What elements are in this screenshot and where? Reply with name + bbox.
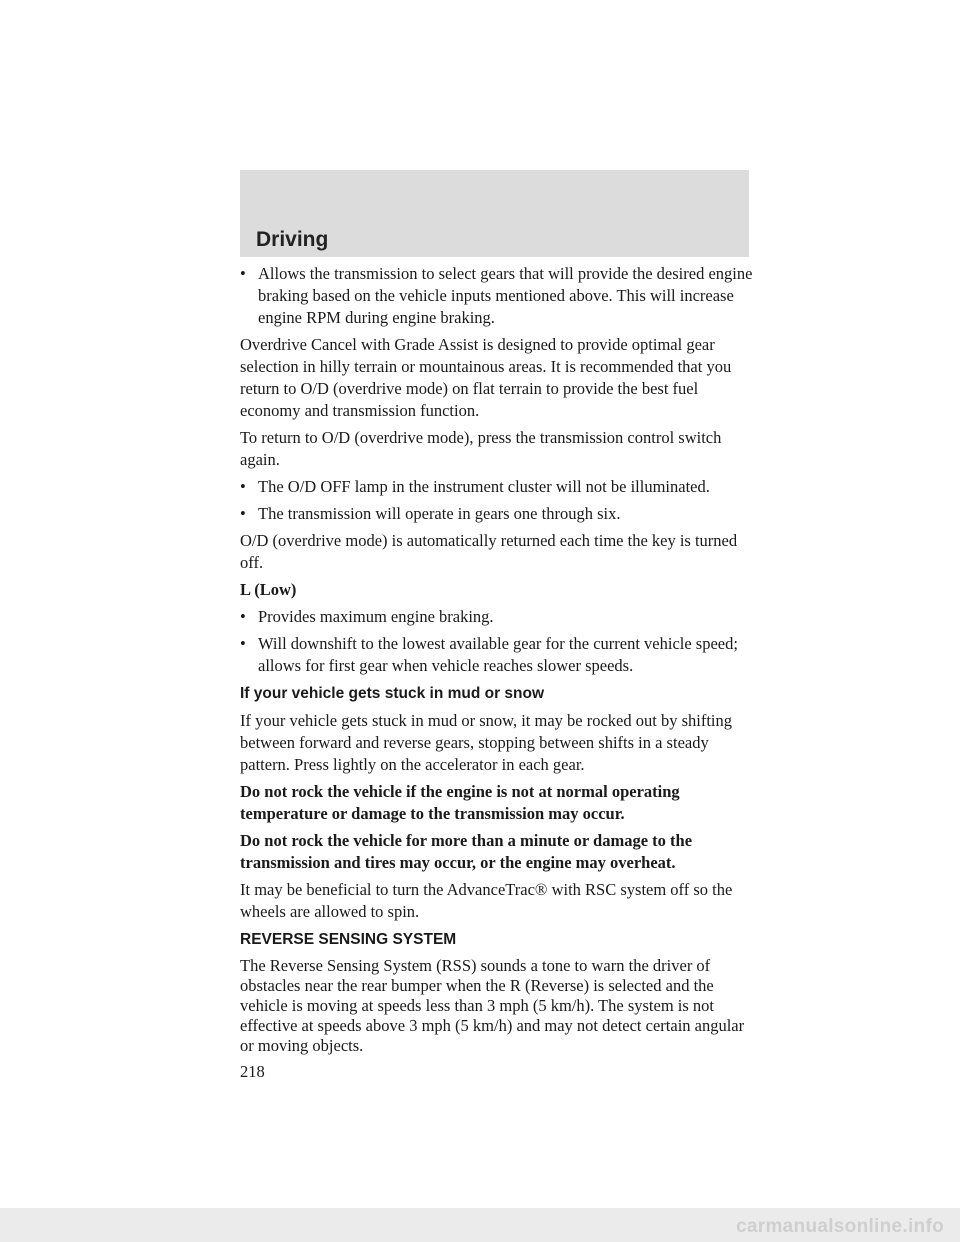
warning-text: Do not rock the vehicle if the engine is not at normal operating temperature or damage to the transmission may occur.: [240, 782, 680, 823]
bullet-item: [240, 476, 760, 498]
paragraph: Overdrive Cancel with Grade Assist is designed to provide optimal gear selection in hilly terrain or mountainous areas. It is recommended that you return to O/D (overdrive mode) on flat terrain to provide the best fuel economy and transmission function.: [240, 335, 732, 420]
stuck-heading: If your vehicle gets stuck in mud or snow: [240, 685, 545, 702]
low-heading: L (Low): [240, 580, 297, 599]
watermark-text: carmanualsonline.info: [736, 1216, 944, 1237]
paragraph: It may be beneficial to turn the AdvanceTrac® with RSC system off so the wheels are allowed to spin.: [240, 880, 733, 921]
bullet-item: [240, 263, 760, 329]
bullet-icon: •: [240, 477, 246, 496]
bullet-icon: •: [240, 634, 246, 653]
page-content: [240, 263, 760, 1083]
bullet-item: [240, 606, 760, 628]
page-number: 218: [240, 1062, 265, 1081]
paragraph: The Reverse Sensing System (RSS) sounds a tone to warn the driver of obstacles near the rear bumper when the R (Reverse) is selected and the vehicle is moving at speeds less than 3 mph (5 km/h). The system is not effective at speeds above 3 mph (5 km/h) and may not detect certain angular or moving objects.: [240, 956, 745, 1055]
warning-text: Do not rock the vehicle for more than a minute or damage to the transmission and tires may occur, or the engine may overheat.: [240, 831, 693, 872]
bullet-text: Provides maximum engine braking.: [258, 607, 494, 626]
bullet-icon: •: [240, 504, 246, 523]
rss-heading: REVERSE SENSING SYSTEM: [240, 931, 457, 948]
bullet-item: [240, 503, 760, 525]
bullet-text: Allows the transmission to select gears that will provide the desired engine braking based on the vehicle inputs mentioned above. This will increase engine RPM during engine braking.: [258, 264, 753, 327]
footer-watermark: [0, 1208, 960, 1242]
paragraph: If your vehicle gets stuck in mud or snow, it may be rocked out by shifting between forward and reverse gears, stopping between shifts in a steady pattern. Press lightly on the accelerator in each gear.: [240, 711, 733, 774]
bullet-text: The O/D OFF lamp in the instrument cluster will not be illuminated.: [258, 477, 710, 496]
bullet-icon: •: [240, 607, 246, 626]
bullet-item: [240, 633, 760, 677]
paragraph: O/D (overdrive mode) is automatically returned each time the key is turned off.: [240, 531, 738, 572]
bullet-icon: •: [240, 264, 246, 283]
section-title: Driving: [256, 228, 329, 251]
bullet-text: The transmission will operate in gears one through six.: [258, 504, 621, 523]
paragraph: To return to O/D (overdrive mode), press the transmission control switch again.: [240, 428, 722, 469]
bullet-text: Will downshift to the lowest available gear for the current vehicle speed; allows for first gear when vehicle reaches slower speeds.: [258, 634, 738, 675]
